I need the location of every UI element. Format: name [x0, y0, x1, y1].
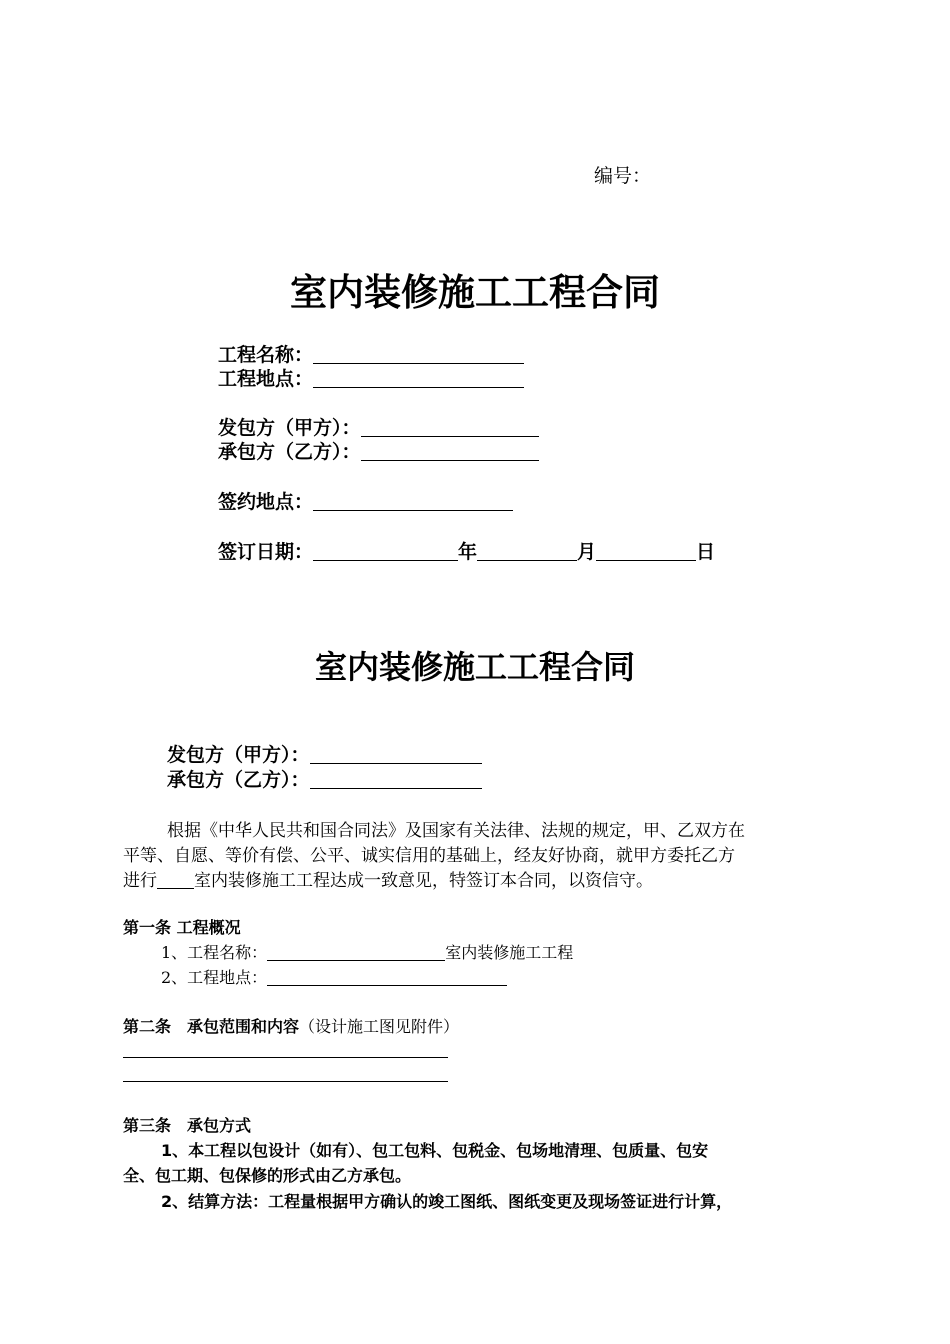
article-3-item-1-line-2: 全、包工期、包保修的形式由乙方承包。	[123, 1166, 412, 1185]
article-1-item-2-blank	[267, 967, 507, 986]
article-3-item-1-line-1: 1、本工程以包设计（如有）、包工包料、包税金、包场地清理、包质量、包安	[161, 1141, 709, 1160]
article-2-title-row	[123, 1014, 459, 1037]
intro-line-3	[123, 866, 653, 891]
cover-project-name-row	[218, 340, 524, 367]
intro-blank	[157, 870, 194, 889]
cover-project-location-label: 工程地点：	[218, 368, 314, 390]
cover-party-b-label: 承包方（乙方）：	[218, 441, 361, 463]
day-blank	[596, 542, 696, 561]
contract-title: 室内装修施工工程合同	[314, 648, 635, 686]
intro-line-1: 根据《中华人民共和国合同法》及国家有关法律、法规的规定，甲、乙双方在	[167, 821, 745, 841]
article-2-blank-line-1	[123, 1057, 448, 1058]
cover-sign-date-label: 签订日期：	[218, 541, 314, 563]
contract-party-b-label: 承包方（乙方）：	[167, 769, 310, 791]
month-label: 月	[577, 541, 597, 563]
day-label: 日	[696, 541, 716, 563]
serial-number-label: 编号：	[594, 165, 652, 187]
cover-project-name-blank	[313, 345, 524, 364]
article-1-item-1-value: 室内装修施工工程	[445, 943, 574, 962]
contract-party-a-blank	[310, 745, 482, 764]
contract-party-b-blank	[310, 770, 482, 789]
year-label: 年	[458, 541, 478, 563]
article-1-item-1	[161, 940, 573, 963]
article-1-item-1-blank	[267, 942, 445, 961]
cover-sign-date-row	[218, 537, 715, 564]
intro-line-3-pre: 进行	[123, 871, 157, 891]
article-2-title: 第二条 承包范围和内容	[123, 1017, 300, 1036]
cover-party-b-row	[218, 437, 539, 464]
article-1-item-2	[161, 965, 507, 988]
month-blank	[477, 542, 577, 561]
cover-party-b-blank	[361, 442, 539, 461]
article-3-item-2-line-1: 2、结算方法：工程量根据甲方确认的竣工图纸、图纸变更及现场签证进行计算，	[161, 1192, 733, 1211]
cover-party-a-label: 发包方（甲方）：	[218, 417, 361, 439]
contract-party-b-row	[167, 765, 482, 792]
cover-sign-place-blank	[313, 492, 513, 511]
contract-party-a-row	[167, 740, 482, 767]
cover-project-location-blank	[313, 369, 524, 388]
cover-sign-place-row	[218, 487, 513, 514]
cover-party-a-blank	[361, 418, 539, 437]
year-blank	[313, 542, 458, 561]
article-2-note: （设计施工图见附件）	[299, 1017, 460, 1036]
cover-party-a-row	[218, 413, 539, 440]
article-2-blank-line-2	[123, 1081, 448, 1082]
cover-project-name-label: 工程名称：	[218, 344, 314, 366]
article-1-item-1-label: 1、工程名称：	[161, 943, 268, 962]
cover-title: 室内装修施工工程合同	[290, 271, 660, 314]
intro-line-3-post: 室内装修施工工程达成一致意见，特签订本合同，以资信守。	[194, 871, 653, 891]
intro-line-2: 平等、自愿、等价有偿、公平、诚实信用的基础上，经友好协商，就甲方委托乙方	[123, 846, 735, 866]
cover-project-location-row	[218, 364, 524, 391]
article-1-title: 第一条 工程概况	[123, 918, 241, 937]
article-3-title: 第三条 承包方式	[123, 1116, 252, 1135]
article-1-item-2-label: 2、工程地点：	[161, 968, 268, 987]
cover-sign-place-label: 签约地点：	[218, 491, 314, 513]
contract-party-a-label: 发包方（甲方）：	[167, 744, 310, 766]
